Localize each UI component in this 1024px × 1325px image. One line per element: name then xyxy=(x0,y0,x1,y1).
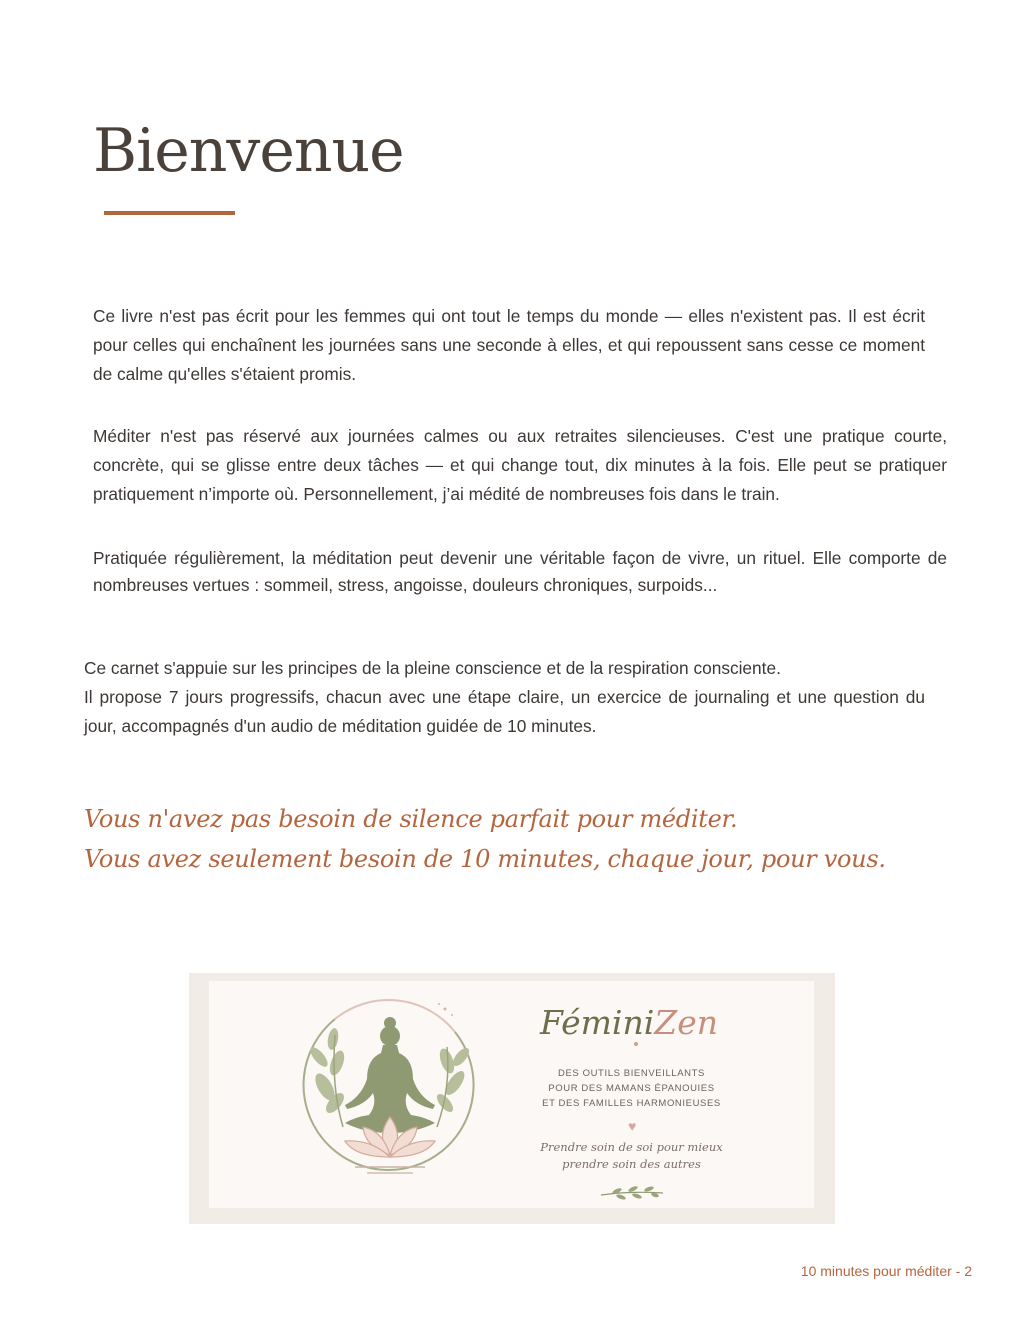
benefits-paragraph: Pratiquée régulièrement, la méditation peut devenir une véritable façon de vivre, un rituel. Elle comporte de nombreuses vertues : sommeil, stress, angoisse, douleurs chroniques, surpoids... xyxy=(93,548,947,595)
meditation-paragraph: Méditer n'est pas réservé aux journées calmes ou aux retraites silencieuses. C'est une pratique courte, concrète, qui se glisse entre deux tâches — et qui change tout, dix minutes à la fois. Elle peut se pratiquer pratiquement n’importe où. Personnellement, j’ai médité de nombreuses fois dans le train. xyxy=(93,426,947,504)
leaf-icon xyxy=(307,1027,347,1116)
brand-name-part2: Zen xyxy=(654,1003,718,1042)
tagline-line-1: DES OUTILS BIENVEILLANTS xyxy=(558,1068,705,1079)
notebook-principles-line: Ce carnet s'appuie sur les principes de la pleine conscience et de la respiration consciente. xyxy=(84,658,781,678)
meditation-woman-icon xyxy=(295,987,485,1187)
sprig-icon xyxy=(599,1185,665,1201)
page-footer: 10 minutes pour méditer - 2 xyxy=(800,1263,972,1279)
banner-card xyxy=(209,981,814,1208)
title-divider xyxy=(104,211,235,215)
tagline-line-2: POUR DES MAMANS ÉPANOUIES xyxy=(548,1083,715,1094)
notebook-program-line: Il propose 7 jours progressifs, chacun avec une étape claire, un exercice de journaling et une question du jour, accompagnés d'un audio de méditation guidée de 10 minutes. xyxy=(84,687,925,736)
brand-name-part1: Fémini xyxy=(540,1003,655,1042)
motto-line-2: prendre soin des autres xyxy=(562,1157,701,1171)
brand-dot xyxy=(634,1042,638,1046)
brand-motto xyxy=(509,1139,754,1173)
heart-icon: ♥ xyxy=(628,1118,637,1134)
tagline-line-3: ET DES FAMILLES HARMONIEUSES xyxy=(542,1098,721,1109)
brand-tagline xyxy=(509,1066,754,1111)
intro-paragraph: Ce livre n'est pas écrit pour les femmes qui ont tout le temps du monde — elles n'existent pas. Il est écrit pour celles qui enchaînent les journées sans une seconde à elles, et qui repoussent sans cesse ce moment de calme qu'elles s'étaient promis. xyxy=(93,306,925,384)
brand-name xyxy=(509,1003,749,1043)
quote-line-2: Vous avez seulement besoin de 10 minutes, chaque jour, pour vous. xyxy=(84,845,886,873)
quote-line-1: Vous n'avez pas besoin de silence parfait pour méditer. xyxy=(84,805,738,833)
notebook-paragraph xyxy=(84,654,925,741)
feminizen-banner xyxy=(189,973,835,1224)
motto-line-1: Prendre soin de soi pour mieux xyxy=(540,1140,723,1154)
page-title: Bienvenue xyxy=(93,116,404,186)
